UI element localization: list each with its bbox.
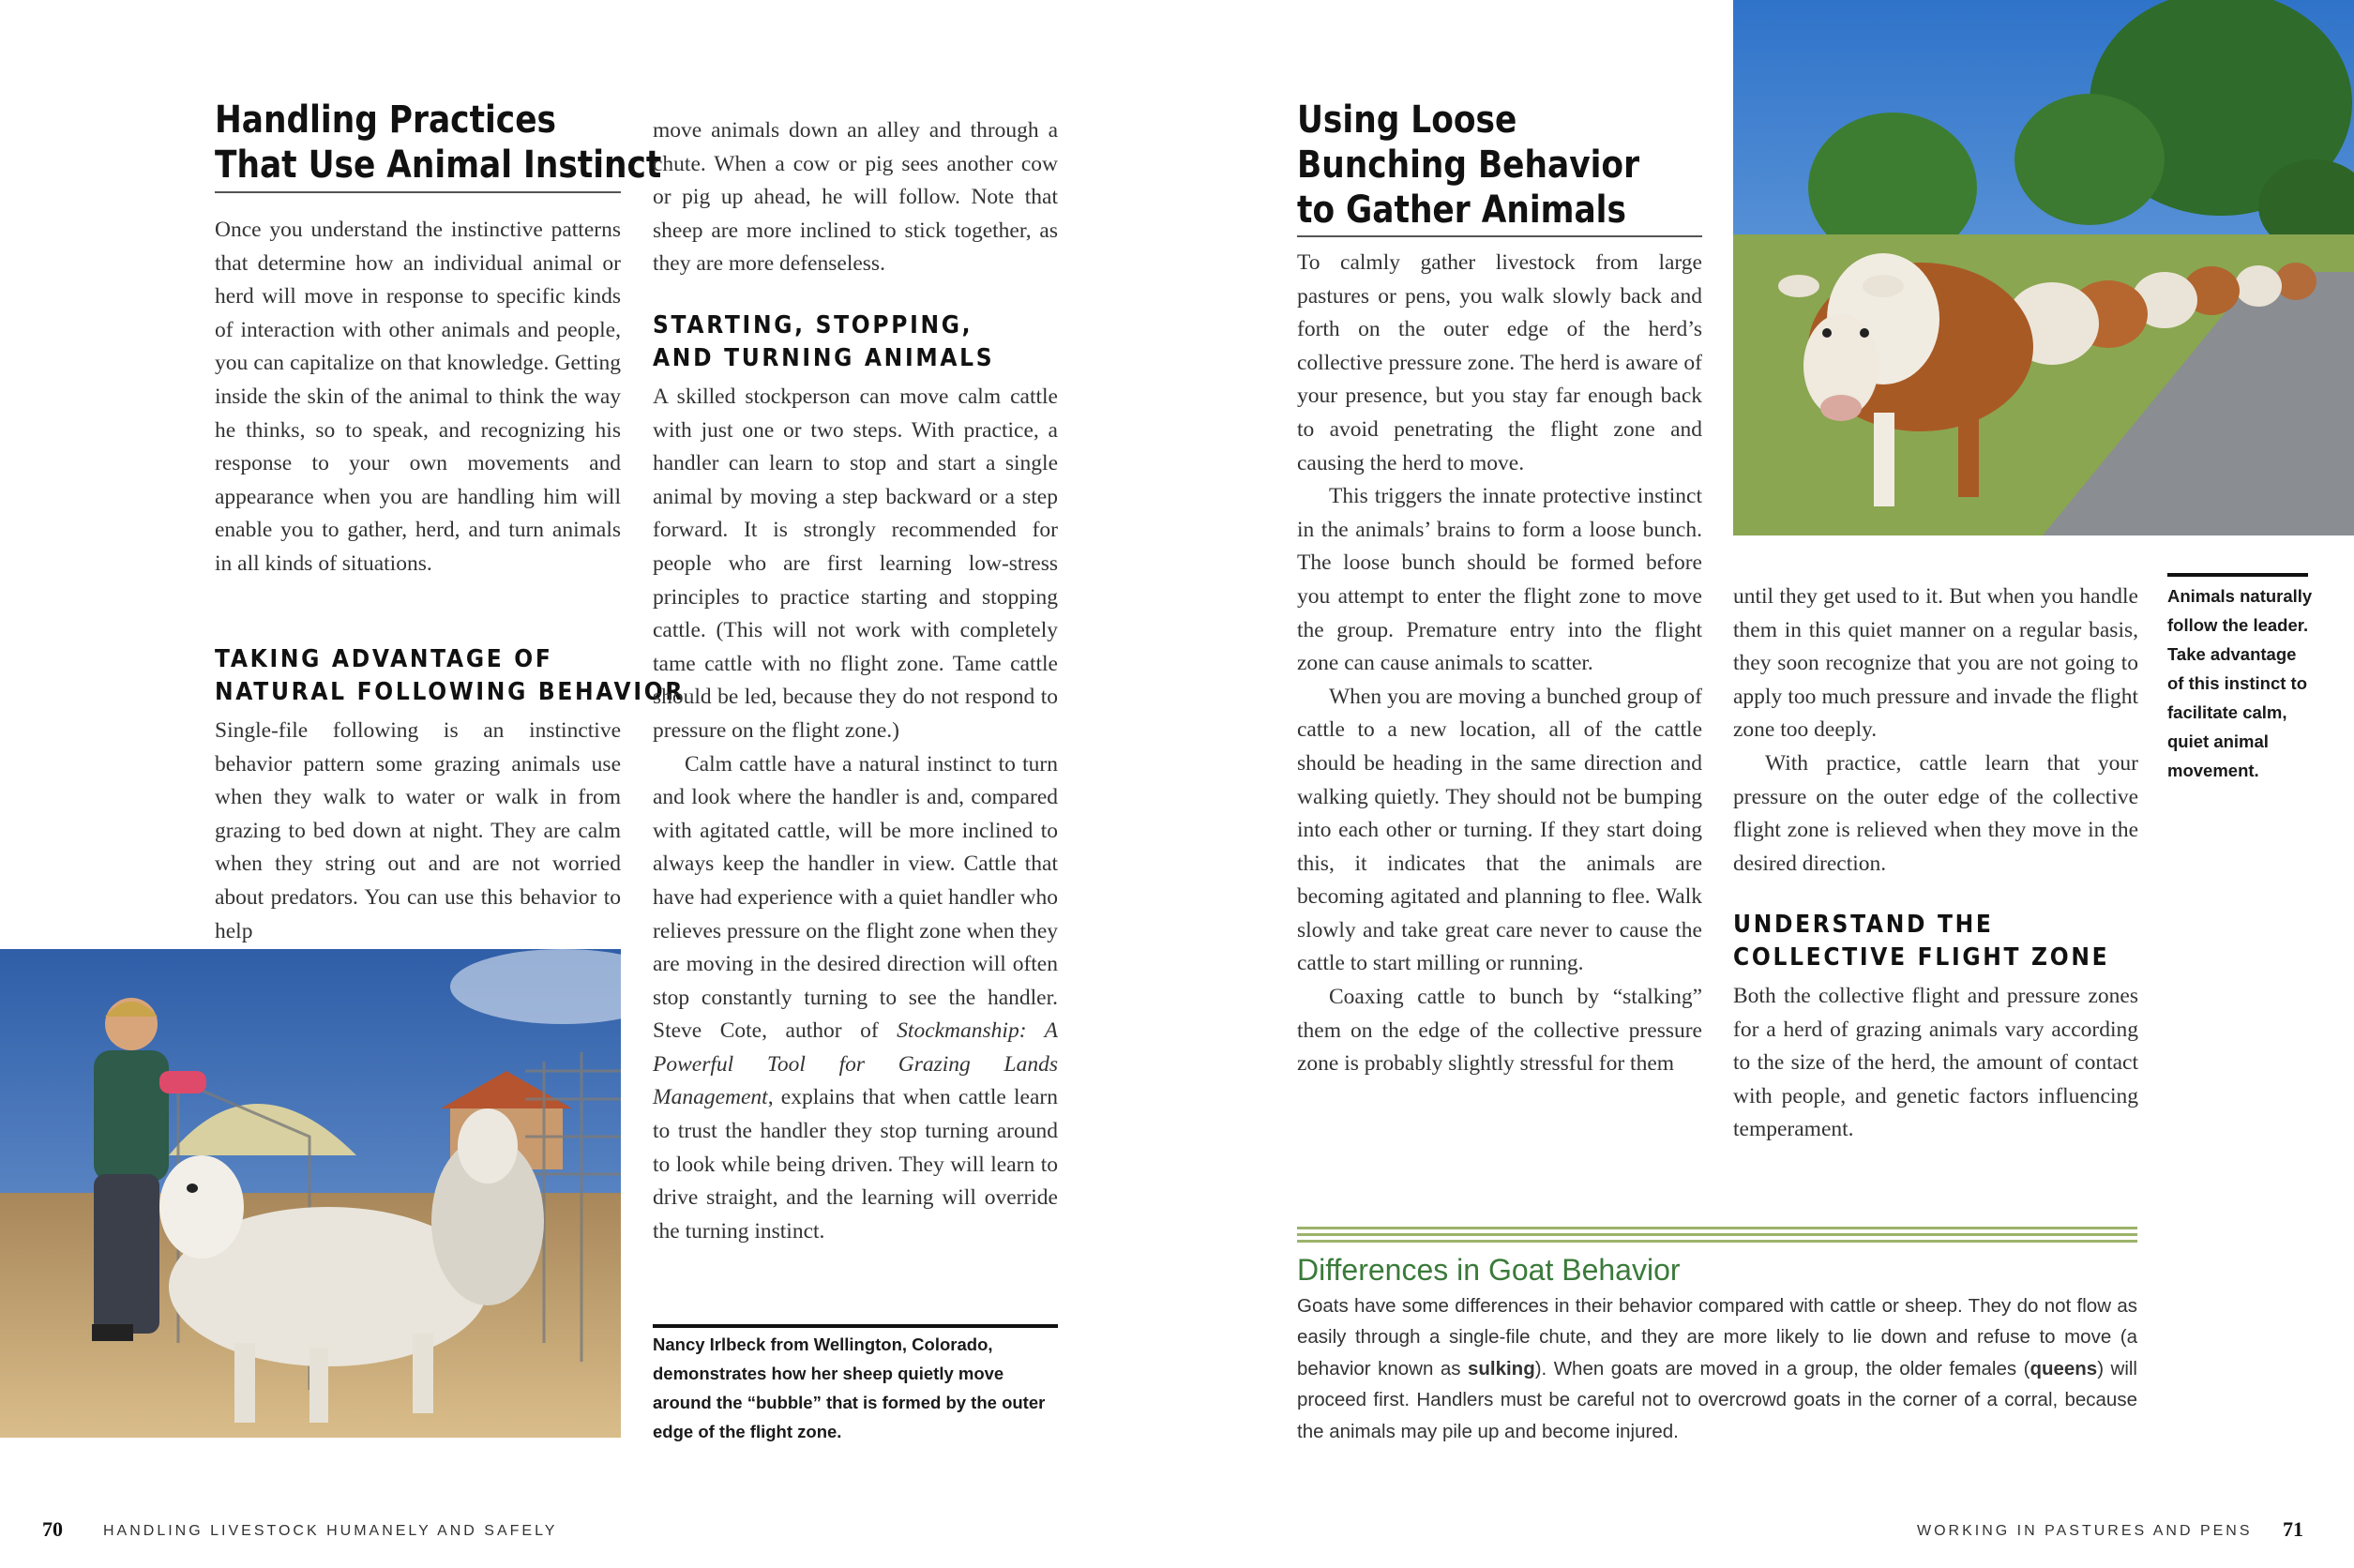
right-sub-text: Both the collective flight and pressure zones for a herd of grazing animals vary according to the size of the herd, the amount of contact with people, and genetic factors influencing temperament. <box>1733 984 2138 1142</box>
right-caption <box>2167 581 2317 785</box>
goat-title: Differences in Goat Behavior <box>1297 1253 1681 1287</box>
left-sub2-body <box>653 381 1058 1248</box>
right-sub-line2: COLLECTIVE FLIGHT ZONE <box>1733 943 2110 972</box>
right-col1 <box>1297 247 1702 1081</box>
cattle-photo-illustration <box>1733 0 2354 535</box>
left-col2-continue-text: move animals down an alley and through a chute. When a cow or pig sees another cow or pig up ahead, he will follow. Note that sheep are more inclined to stick together, as they are more defenseless. <box>653 118 1058 277</box>
book-title: Stockmanship: A Powerful Tool for Grazing Lands Management <box>653 1018 1058 1110</box>
right-heading-rule <box>1297 235 1702 237</box>
left-sub1-line2: NATURAL FOLLOWING BEHAVIOR <box>215 678 686 706</box>
right-heading-line2: Bunching Behavior <box>1297 143 1640 187</box>
right-heading-line3: to Gather Animals <box>1297 188 1626 232</box>
left-caption-rule <box>653 1324 1058 1328</box>
right-p2: This triggers the innate protective instinct in the animals’ brains to form a loose bunch. The loose bunch should be formed before you attempt to enter the flight zone to move the group. Premature entry into the flight zone can cause animals to scatter. <box>1297 484 1702 676</box>
right-col2-p2: With practice, cattle learn that your pressure on the outer edge of the collective flight zone is relieved when they move in the desired direction. <box>1733 750 2138 876</box>
right-page-number: 71 <box>2283 1517 2303 1541</box>
right-sub-line1: UNDERSTAND THE <box>1733 911 1994 939</box>
term-sulking: sulking <box>1467 1357 1535 1380</box>
right-col2 <box>1733 580 2138 881</box>
right-caption-text: Animals naturally follow the leader. Take advantage of this instinct to facilitate calm, quiet animal movement. <box>2167 586 2313 780</box>
left-intro <box>215 214 621 581</box>
goat-body: Goats have some differences in their behavior compared with cattle or sheep. They do not flow as easily through a single-file chute, and they are more likely to lie down and refuse to move (a behavior known as sulking). When goats are moved in a group, the older females (queens) will proceed first. Handlers must be careful not to overcrowd goats in the corner of a corral, because the animals may pile up and become injured. <box>1297 1295 2137 1442</box>
right-p3: When you are moving a bunched group of cattle to a new location, all of the cattle should be heading in the same direction and walking quietly. They should not be bumping into each other or turning. If they start doing this, it indicates that the animals are becoming agitated and planning to flee. Walk slowly and take great care never to cause the cattle to start milling or running. <box>1297 684 1702 976</box>
left-heading <box>215 98 661 188</box>
left-heading-line1: Handling Practices <box>215 98 557 142</box>
right-col2-continue: until they get used to it. But when you handle them in this quiet manner on a regular basis, they soon recognize that you are not going to apply too much pressure and invade the flight zone too deeply. <box>1733 584 2138 743</box>
sheep-photo <box>0 949 621 1438</box>
left-caption-text: Nancy Irlbeck from Wellington, Colorado, demonstrates how her sheep quietly move around the “bubble” that is formed by the outer edge of the flight zone. <box>653 1334 1046 1441</box>
left-sub2-line1: STARTING, STOPPING, <box>653 311 973 339</box>
right-sub-body <box>1733 980 2138 1147</box>
right-running-head: WORKING IN PASTURES AND PENS <box>1917 1523 2253 1539</box>
left-col2-continue <box>653 114 1058 281</box>
left-sub1-body <box>215 715 621 948</box>
left-heading-line2: That Use Animal Instinct <box>215 143 662 187</box>
sheep-photo-illustration <box>0 949 621 1438</box>
right-p1: To calmly gather livestock from large pastures or pens, you walk slowly back and forth on the outer edge of the herd’s collective pressure zone. The herd is aware of your presence, but you stay far enough back to avoid penetrating the flight zone and causing the herd to move. <box>1297 250 1702 475</box>
goat-rule <box>1297 1227 2137 1243</box>
right-heading-line1: Using Loose <box>1297 98 1517 142</box>
cattle-photo <box>1733 0 2354 535</box>
left-sub1-line1: TAKING ADVANTAGE OF <box>215 645 553 673</box>
left-sub2-line2: AND TURNING ANIMALS <box>653 344 995 372</box>
right-sub <box>1733 909 2109 974</box>
right-caption-rule <box>2167 573 2308 577</box>
left-sub1-text: Single-file following is an instinctive behavior pattern some grazing animals use when they walk to water or walk in from grazing to bed down at night. They are calm when they string out and are not worried about predators. You can use this behavior to help <box>215 718 621 943</box>
right-p4: Coaxing cattle to bunch by “stalking” them on the edge of the collective pressure zone is probably slightly stressful for them <box>1297 985 1702 1077</box>
term-queens: queens <box>2030 1357 2098 1380</box>
left-page-number: 70 <box>42 1517 63 1541</box>
left-sub2-p2: Calm cattle have a natural instinct to turn and look where the handler is and, compared with agitated cattle, will be more inclined to always keep the handler in view. Cattle that have had experience with a quiet handler who relieves pressure on the flight zone when they are moving in the desired direction will often stop constantly turning to see the handler. Steve Cote, author of Stockmanship: A Powerful Tool for Grazing Lands Management, explains that when cattle learn to trust the handler they stop turning around to look while being driven. They will learn to drive straight, and the learning will override the turning instinct. <box>653 751 1058 1244</box>
right-heading <box>1297 98 1639 233</box>
left-sub2-p1: A skilled stockperson can move calm cattle with just one or two steps. With practice, a handler can learn to stop and start a single animal by moving a step backward or a step forward. It is strongly recommended for people who are first learning low-stress principles to practice starting and stopping cattle. (This will not work with completely tame cattle with no flight zone. Tame cattle should be led, because they do not respond to pressure on the flight zone.) <box>653 384 1058 743</box>
left-running-head: HANDLING LIVESTOCK HUMANELY AND SAFELY <box>103 1523 558 1539</box>
left-sub2 <box>653 309 994 375</box>
left-sub1 <box>215 643 685 709</box>
left-heading-rule <box>215 191 621 193</box>
left-intro-text: Once you understand the instinctive patterns that determine how an individual animal or herd will move in response to specific kinds of interaction with other animals and people, you can capitalize on that knowledge. Getting inside the skin of the animal to think the way he thinks, so to speak, and recognizing his response to your own movements and appearance when you are handling him will enable you to gather, herd, and turn animals in all kinds of situations. <box>215 218 621 576</box>
left-caption <box>653 1330 1058 1446</box>
